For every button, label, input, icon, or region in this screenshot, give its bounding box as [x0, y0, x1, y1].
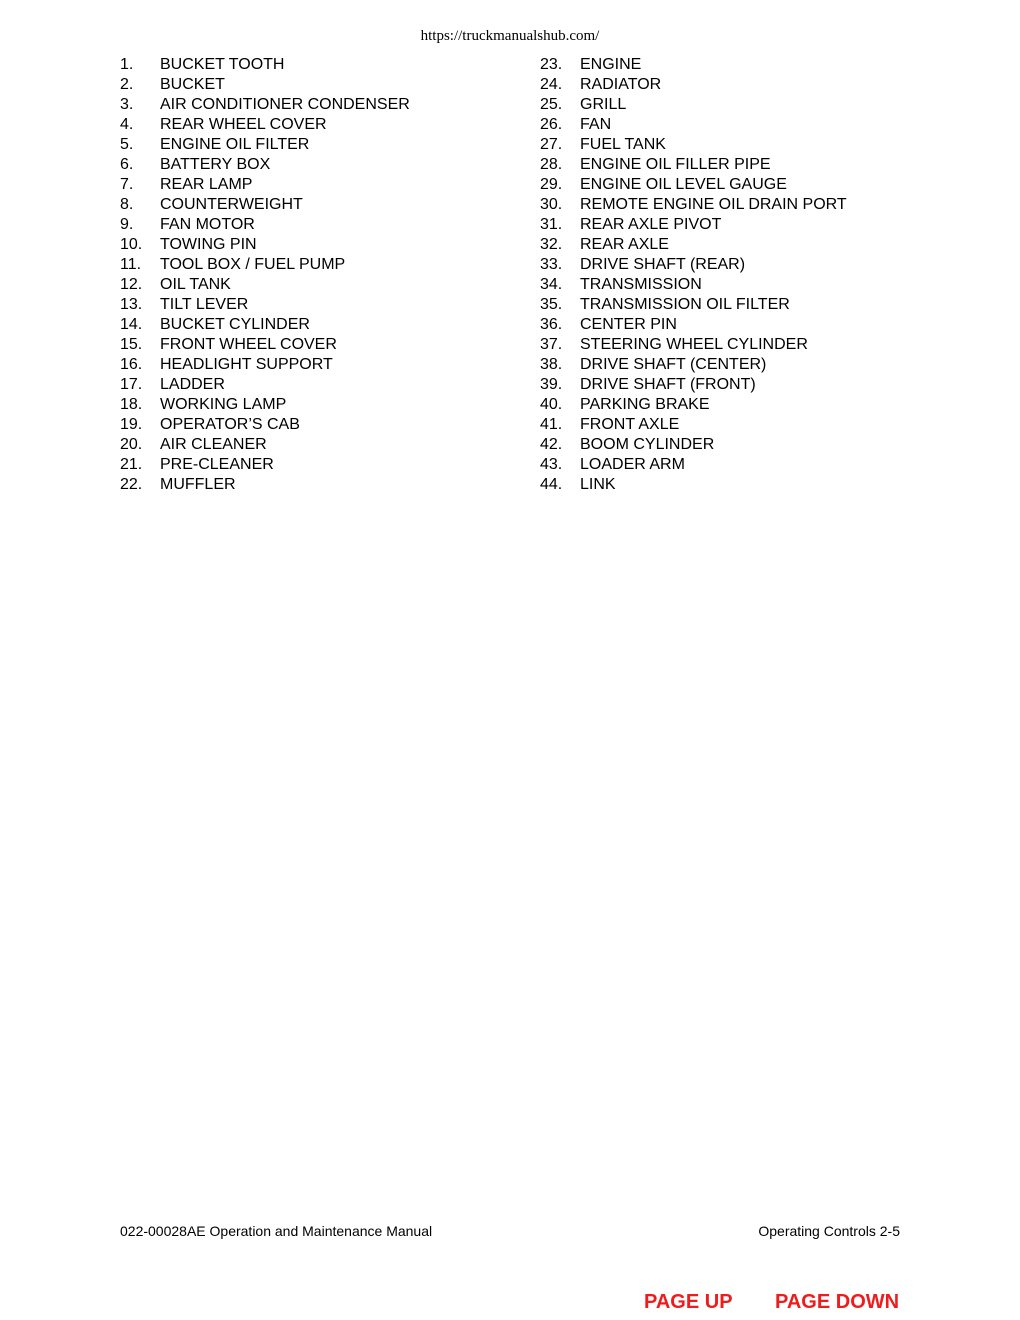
part-name: DRIVE SHAFT (CENTER) [580, 356, 767, 373]
source-url-header: https://truckmanualshub.com/ [420, 28, 600, 44]
parts-list-left [120, 55, 520, 495]
part-number: 34. [540, 276, 563, 293]
part-list-item [540, 475, 920, 495]
part-name: TRANSMISSION [580, 276, 702, 293]
part-number: 39. [540, 376, 563, 393]
part-name: BOOM CYLINDER [580, 436, 715, 453]
part-name: GRILL [580, 96, 627, 113]
part-number: 36. [540, 316, 563, 333]
part-number: 42. [540, 436, 563, 453]
part-number: 44. [540, 476, 563, 493]
part-name: BUCKET [160, 76, 225, 93]
part-number: 43. [540, 456, 563, 473]
part-name: OIL TANK [160, 276, 231, 293]
part-name: REAR WHEEL COVER [160, 116, 327, 133]
part-number: 25. [540, 96, 563, 113]
part-number: 40. [540, 396, 563, 413]
page-down-link[interactable]: PAGE DOWN [775, 1291, 900, 1313]
part-number: 12. [120, 276, 143, 293]
part-name: LINK [580, 476, 616, 493]
part-list-item [540, 355, 920, 375]
part-name: TRANSMISSION OIL FILTER [580, 296, 790, 313]
part-number: 9. [120, 216, 134, 233]
part-number: 32. [540, 236, 563, 253]
part-list-item [540, 255, 920, 275]
part-number: 22. [120, 476, 143, 493]
part-list-item [540, 395, 920, 415]
part-list-item [120, 55, 520, 75]
part-list-item [120, 215, 520, 235]
part-list-item [120, 255, 520, 275]
part-name: BATTERY BOX [160, 156, 271, 173]
part-name: REAR AXLE [580, 236, 669, 253]
part-name: ENGINE OIL FILTER [160, 136, 310, 153]
part-list-item [120, 95, 520, 115]
part-name: REAR AXLE PIVOT [580, 216, 722, 233]
parts-list-right [540, 55, 920, 495]
part-number: 28. [540, 156, 563, 173]
part-list-item [120, 435, 520, 455]
part-list-item [120, 275, 520, 295]
part-name: BUCKET CYLINDER [160, 316, 310, 333]
part-list-item [540, 335, 920, 355]
part-list-item [120, 295, 520, 315]
part-name: AIR CONDITIONER CONDENSER [160, 96, 410, 113]
part-name: PRE-CLEANER [160, 456, 274, 473]
part-name: ENGINE OIL FILLER PIPE [580, 156, 771, 173]
part-list-item [120, 335, 520, 355]
part-list-item [540, 155, 920, 175]
part-number: 18. [120, 396, 143, 413]
part-list-item [120, 375, 520, 395]
footer-manual-title: 022-00028AE Operation and Maintenance Manual [120, 1223, 433, 1239]
part-name: OPERATOR’S CAB [160, 416, 300, 433]
part-name: TILT LEVER [160, 296, 249, 313]
part-name: REAR LAMP [160, 176, 253, 193]
part-number: 4. [120, 116, 134, 133]
part-list-item [120, 415, 520, 435]
part-list-item [540, 315, 920, 335]
part-list-item [120, 175, 520, 195]
part-number: 23. [540, 56, 563, 73]
part-name: LADDER [160, 376, 225, 393]
part-name: FRONT AXLE [580, 416, 680, 433]
part-number: 2. [120, 76, 134, 93]
part-name: REMOTE ENGINE OIL DRAIN PORT [580, 196, 847, 213]
part-name: BUCKET TOOTH [160, 56, 285, 73]
part-list-item [540, 135, 920, 155]
part-name: DRIVE SHAFT (REAR) [580, 256, 746, 273]
part-name: CENTER PIN [580, 316, 677, 333]
part-list-item [120, 235, 520, 255]
part-list-item [120, 115, 520, 135]
part-list-item [120, 315, 520, 335]
part-name: FAN [580, 116, 612, 133]
part-list-item [120, 355, 520, 375]
part-name: RADIATOR [580, 76, 662, 93]
part-list-item [540, 375, 920, 395]
part-name: MUFFLER [160, 476, 236, 493]
part-list-item [540, 295, 920, 315]
part-number: 7. [120, 176, 134, 193]
part-number: 24. [540, 76, 563, 93]
part-number: 26. [540, 116, 563, 133]
page-up-link[interactable]: PAGE UP [644, 1291, 733, 1313]
part-number: 13. [120, 296, 143, 313]
part-name: LOADER ARM [580, 456, 685, 473]
part-number: 14. [120, 316, 143, 333]
part-number: 11. [120, 256, 142, 273]
part-number: 31. [540, 216, 563, 233]
part-number: 3. [120, 96, 134, 113]
part-number: 10. [120, 236, 143, 253]
part-number: 20. [120, 436, 143, 453]
part-list-item [120, 135, 520, 155]
part-number: 38. [540, 356, 563, 373]
part-number: 6. [120, 156, 134, 173]
part-list-item [120, 455, 520, 475]
part-name: WORKING LAMP [160, 396, 287, 413]
part-name: AIR CLEANER [160, 436, 267, 453]
part-list-item [540, 55, 920, 75]
part-list-item [120, 395, 520, 415]
part-list-item [540, 455, 920, 475]
part-number: 27. [540, 136, 563, 153]
footer-page-number: Operating Controls 2-5 [758, 1223, 900, 1239]
part-number: 8. [120, 196, 134, 213]
part-name: STEERING WHEEL CYLINDER [580, 336, 808, 353]
part-number: 16. [120, 356, 143, 373]
part-list-item [540, 435, 920, 455]
part-list-item [540, 175, 920, 195]
part-list-item [540, 95, 920, 115]
part-name: FRONT WHEEL COVER [160, 336, 337, 353]
part-list-item [120, 155, 520, 175]
part-name: HEADLIGHT SUPPORT [160, 356, 333, 373]
part-number: 19. [120, 416, 143, 433]
part-list-item [120, 195, 520, 215]
part-list-item [540, 235, 920, 255]
part-number: 5. [120, 136, 134, 153]
part-list-item [120, 475, 520, 495]
part-number: 37. [540, 336, 563, 353]
part-number: 15. [120, 336, 143, 353]
part-list-item [540, 75, 920, 95]
part-name: COUNTERWEIGHT [160, 196, 303, 213]
part-name: DRIVE SHAFT (FRONT) [580, 376, 756, 393]
part-name: PARKING BRAKE [580, 396, 710, 413]
part-number: 30. [540, 196, 563, 213]
part-name: FAN MOTOR [160, 216, 255, 233]
part-name: ENGINE OIL LEVEL GAUGE [580, 176, 787, 193]
part-list-item [540, 415, 920, 435]
part-list-item [540, 195, 920, 215]
part-number: 29. [540, 176, 563, 193]
part-name: TOOL BOX / FUEL PUMP [160, 256, 346, 273]
part-list-item [540, 275, 920, 295]
part-list-item [540, 115, 920, 135]
part-list-item [120, 75, 520, 95]
part-number: 33. [540, 256, 563, 273]
part-number: 21. [120, 456, 143, 473]
part-number: 1. [120, 56, 134, 73]
part-number: 17. [120, 376, 143, 393]
part-list-item [540, 215, 920, 235]
part-name: ENGINE [580, 56, 642, 73]
part-name: TOWING PIN [160, 236, 257, 253]
part-number: 35. [540, 296, 563, 313]
part-name: FUEL TANK [580, 136, 666, 153]
part-number: 41. [540, 416, 563, 433]
